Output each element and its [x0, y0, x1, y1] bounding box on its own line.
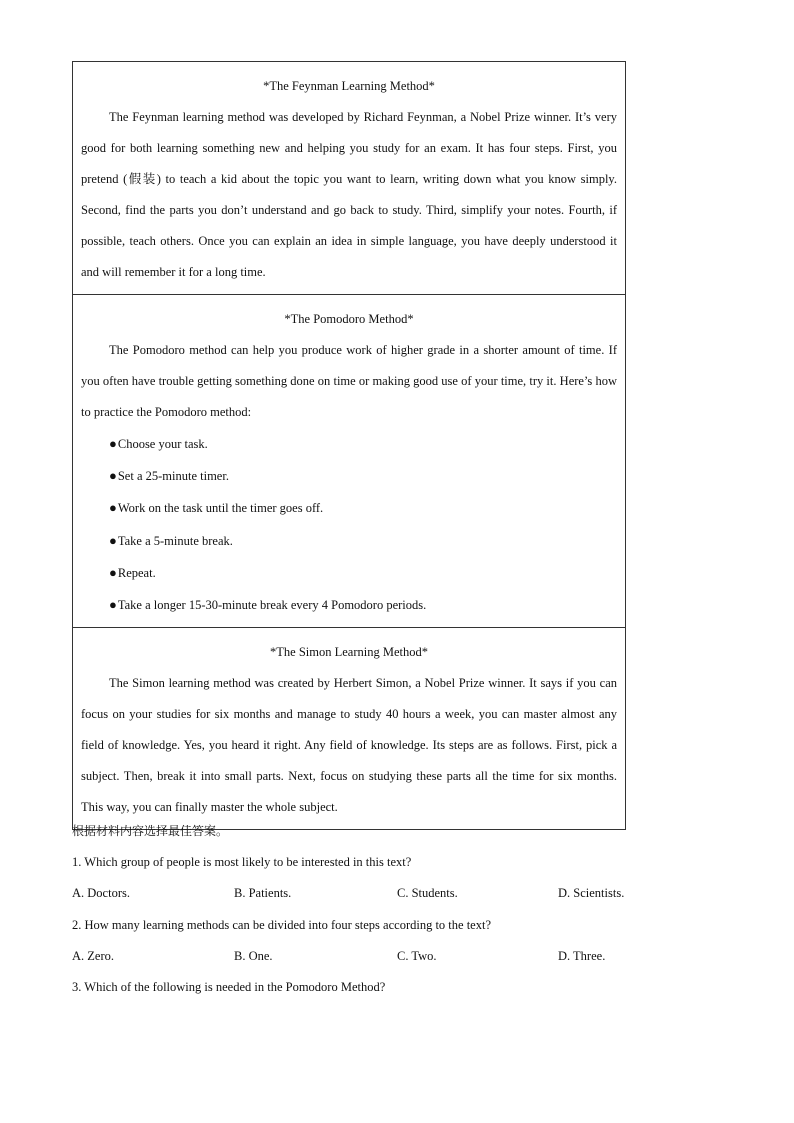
question-3: 3. Which of the following is needed in the Pomodoro Method?: [72, 980, 386, 995]
list-item: ●Take a 5-minute break.: [109, 532, 233, 548]
feynman-cell: [73, 62, 626, 295]
list-item: ●Set a 25-minute timer.: [109, 468, 229, 484]
question-2-options: [72, 941, 672, 972]
simon-row: [73, 628, 626, 830]
option-b[interactable]: B. Patients.: [234, 886, 292, 901]
bullet-icon: ●: [109, 597, 117, 613]
option-c[interactable]: C. Two.: [397, 948, 437, 963]
option-a[interactable]: A. Zero.: [72, 948, 114, 963]
instruction-text: 根据材料内容选择最佳答案。: [72, 824, 229, 838]
pomodoro-steps-list: [81, 428, 617, 621]
pomodoro-cell: [73, 295, 626, 628]
questions-section: [72, 816, 672, 1003]
pomodoro-paragraph: The Pomodoro method can help you produce work of higher grade in a shorter amount of time. If you often have trouble getting something done on time or making good use of your time, try it. Here’s how to practice the Pomodoro method:: [81, 343, 617, 419]
list-item: ●Work on the task until the timer goes off.: [109, 500, 324, 516]
list-item: ●Take a longer 15-30-minute break every 4 Pomodoro periods.: [109, 597, 427, 613]
question-2: 2. How many learning methods can be divided into four steps according to the text?: [72, 917, 491, 932]
option-b[interactable]: B. One.: [234, 948, 273, 963]
feynman-title: *The Feynman Learning Method*: [263, 79, 435, 93]
option-d[interactable]: D. Three.: [558, 948, 606, 963]
feynman-paragraph: The Feynman learning method was developed by Richard Feynman, a Nobel Prize winner. It’s very good for both learning something new and helping you study for an exam. It has four steps. First, you pretend (假装) to teach a kid about the topic you want to learn, writing down what you know simply. Second, find the parts you don’t understand and go back to study. Third, simplify your notes. Fourth, if possible, teach others. Once you can explain an idea in simple language, you have deeply understood it and will remember it for a long time.: [81, 110, 617, 279]
pomodoro-title: *The Pomodoro Method*: [284, 312, 414, 326]
feynman-row: [73, 62, 626, 295]
simon-cell: [73, 628, 626, 830]
list-item: ●Choose your task.: [109, 436, 208, 451]
pomodoro-row: [73, 295, 626, 628]
methods-table: [72, 61, 626, 830]
bullet-icon: ●: [109, 564, 117, 580]
bullet-icon: ●: [109, 500, 117, 516]
simon-title: *The Simon Learning Method*: [270, 645, 428, 660]
option-d[interactable]: D. Scientists.: [558, 886, 625, 901]
question-1-options: [72, 878, 672, 909]
bullet-icon: ●: [109, 468, 117, 484]
option-a[interactable]: A. Doctors.: [72, 886, 130, 901]
bullet-icon: ●: [109, 532, 117, 548]
simon-paragraph: The Simon learning method was created by Herbert Simon, a Nobel Prize winner. It says if you can focus on your studies for six months and manage to study 40 hours a week, you can master almost any field of knowledge. Yes, you heard it right. Any field of knowledge. Its steps are as follows. First, pick a subject. Then, break it into small parts. Next, focus on studying these parts all the time for six months. This way, you can finally master the whole subject.: [81, 676, 617, 815]
question-1: 1. Which group of people is most likely to be interested in this text?: [72, 855, 412, 870]
option-c[interactable]: C. Students.: [397, 886, 458, 901]
bullet-icon: ●: [109, 436, 117, 451]
list-item: ●Repeat.: [109, 564, 156, 580]
